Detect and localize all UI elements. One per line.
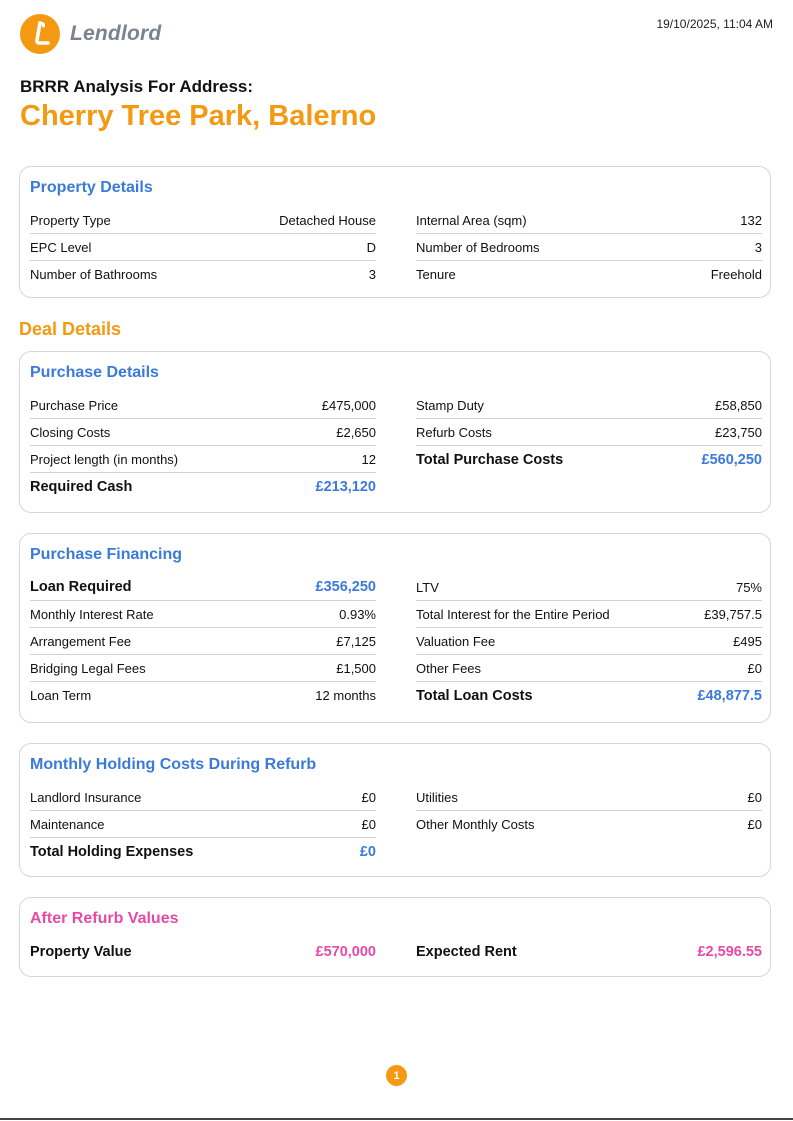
row-value: £7,125 [336, 633, 376, 649]
row-value: £23,750 [715, 424, 762, 440]
total-row [416, 938, 762, 965]
row-value: £2,596.55 [697, 943, 762, 960]
row-label: Valuation Fee [416, 633, 496, 649]
detail-row [30, 234, 376, 261]
detail-row [416, 419, 762, 446]
detail-row [416, 601, 762, 628]
page-number-badge: 1 [386, 1065, 407, 1086]
row-label: Purchase Price [30, 397, 119, 413]
row-value: £213,120 [315, 478, 376, 495]
row-value: £0 [747, 789, 762, 805]
row-label: Bridging Legal Fees [30, 660, 146, 676]
detail-row [30, 392, 376, 419]
row-label: Loan Term [30, 688, 92, 703]
row-label: Property Type [30, 212, 111, 228]
holding-costs-card [19, 743, 771, 877]
row-value: Freehold [710, 267, 762, 282]
row-value: £0 [747, 660, 762, 676]
purchase-details-left-column [30, 392, 376, 500]
row-label: Total Interest for the Entire Period [416, 606, 610, 622]
after-refurb-right-column [416, 938, 762, 965]
row-label: Number of Bathrooms [30, 267, 158, 282]
row-label: Total Loan Costs [416, 687, 533, 704]
purchase-details-right-column [416, 392, 762, 473]
detail-row [416, 261, 762, 288]
row-label: Other Monthly Costs [416, 817, 535, 832]
row-label: Stamp Duty [416, 397, 484, 413]
row-value: £475,000 [321, 397, 376, 413]
detail-row [416, 784, 762, 811]
property-details-left-column [30, 207, 376, 288]
row-value: £0 [361, 789, 376, 805]
row-value: £1,500 [336, 660, 376, 676]
row-value: £495 [733, 633, 762, 649]
row-label: Tenure [416, 267, 456, 282]
row-label: LTV [416, 579, 439, 595]
row-label: Utilities [416, 789, 458, 805]
detail-row [416, 811, 762, 838]
detail-row [30, 207, 376, 234]
report-subtitle: BRRR Analysis For Address: [20, 77, 254, 96]
row-label: Maintenance [30, 816, 105, 832]
deal-details-heading: Deal Details [19, 319, 122, 339]
property-details-title: Property Details [30, 179, 153, 196]
row-label: Project length (in months) [30, 451, 179, 467]
detail-row [30, 682, 376, 709]
row-label: Total Purchase Costs [416, 451, 564, 468]
row-label: Refurb Costs [416, 424, 492, 440]
property-address: Cherry Tree Park, Balerno [20, 100, 377, 132]
total-row [416, 446, 762, 473]
total-row [30, 574, 376, 601]
row-label: Closing Costs [30, 424, 111, 440]
detail-row [30, 655, 376, 682]
row-value: £58,850 [715, 397, 762, 413]
row-value: £39,757.5 [704, 606, 762, 622]
purchase-financing-left-column [30, 574, 376, 709]
row-label: Arrangement Fee [30, 633, 132, 649]
brand-name: Lendlord [70, 22, 162, 45]
detail-row [416, 207, 762, 234]
detail-row [30, 446, 376, 473]
property-details-right-column [416, 207, 762, 288]
row-value: D [366, 239, 376, 255]
row-value: £0 [361, 816, 376, 832]
row-label: EPC Level [30, 239, 92, 255]
row-value: 3 [368, 267, 376, 282]
row-label: Property Value [30, 943, 132, 960]
after-refurb-card [19, 897, 771, 977]
report-header [20, 14, 773, 60]
lendlord-logo-icon [20, 14, 60, 54]
detail-row [416, 392, 762, 419]
detail-row [416, 234, 762, 261]
row-value: £48,877.5 [697, 687, 762, 704]
after-refurb-left-column [30, 938, 376, 965]
footer-divider [0, 1118, 793, 1120]
row-value: 132 [740, 212, 762, 228]
holding-costs-right-column [416, 784, 762, 838]
property-details-card [19, 166, 771, 298]
row-value: £0 [359, 843, 376, 860]
row-label: Internal Area (sqm) [416, 212, 527, 228]
purchase-financing-right-column [416, 574, 762, 709]
detail-row [30, 784, 376, 811]
row-value: 0.93% [339, 606, 376, 622]
row-label: Expected Rent [416, 943, 517, 960]
purchase-financing-title: Purchase Financing [30, 546, 183, 563]
total-row [30, 838, 376, 865]
row-value: £356,250 [315, 579, 376, 595]
row-label: Other Fees [416, 660, 482, 676]
detail-row [416, 574, 762, 601]
row-value: 12 months [315, 688, 376, 703]
row-value: £560,250 [701, 451, 762, 468]
detail-row [30, 419, 376, 446]
holding-costs-left-column [30, 784, 376, 865]
detail-row [30, 628, 376, 655]
detail-row [30, 811, 376, 838]
total-row [30, 938, 376, 965]
total-row [30, 473, 376, 500]
row-value: £570,000 [315, 943, 376, 960]
row-value: 3 [754, 239, 762, 255]
detail-row [416, 655, 762, 682]
row-value: £2,650 [336, 424, 376, 440]
detail-row [30, 601, 376, 628]
purchase-details-card [19, 351, 771, 513]
row-label: Landlord Insurance [30, 789, 142, 805]
row-value: £0 [747, 817, 762, 832]
row-value: 12 [361, 451, 376, 467]
row-value: Detached House [279, 212, 376, 228]
purchase-details-title: Purchase Details [30, 364, 159, 381]
detail-row [416, 628, 762, 655]
row-label: Required Cash [30, 478, 133, 495]
after-refurb-title: After Refurb Values [30, 910, 179, 927]
total-row [416, 682, 762, 709]
row-value: 75% [735, 579, 762, 595]
row-label: Total Holding Expenses [30, 843, 194, 860]
row-label: Monthly Interest Rate [30, 606, 154, 622]
detail-row [30, 261, 376, 288]
row-label: Number of Bedrooms [416, 239, 540, 255]
holding-costs-title: Monthly Holding Costs During Refurb [30, 756, 317, 773]
row-label: Loan Required [30, 579, 132, 595]
report-timestamp: 19/10/2025, 11:04 AM [656, 17, 773, 31]
purchase-financing-card [19, 533, 771, 723]
